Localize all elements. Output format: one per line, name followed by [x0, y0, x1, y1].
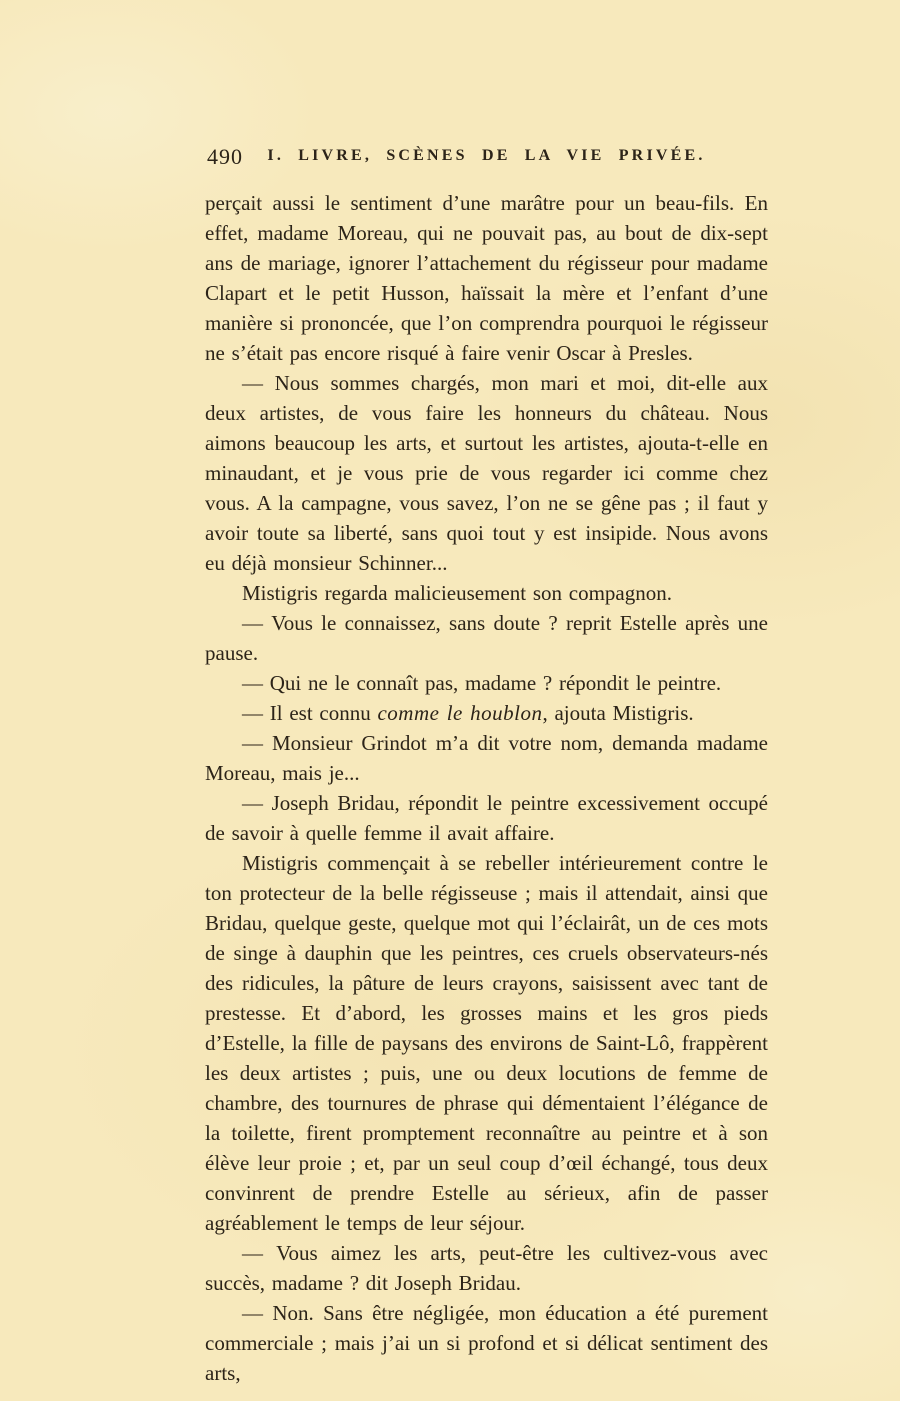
- text-segment: Mistigris regarda malicieusement son compagnon.: [242, 581, 672, 605]
- text-block: [205, 188, 768, 1388]
- paragraph: [205, 1238, 768, 1298]
- text-segment: — Monsieur Grindot m’a dit votre nom, demanda madame Moreau, mais je...: [205, 731, 768, 785]
- text-segment: — Il est connu: [242, 701, 378, 725]
- text-segment: , ajouta Mistigris.: [542, 701, 694, 725]
- text-segment: — Vous le connaissez, sans doute ? reprit Estelle après une pause.: [205, 611, 768, 665]
- text-segment: — Qui ne le connaît pas, madame ? répondit le peintre.: [242, 671, 722, 695]
- paragraph: [205, 698, 768, 728]
- paragraph: [205, 608, 768, 668]
- paragraph: [205, 188, 768, 368]
- paragraph: [205, 788, 768, 848]
- paragraph: [205, 848, 768, 1238]
- paragraph: [205, 368, 768, 578]
- paragraph: [205, 668, 768, 698]
- text-segment: — Joseph Bridau, répondit le peintre excessivement occupé de savoir à quelle femme il avait affaire.: [205, 791, 768, 845]
- page-number: 490: [207, 144, 243, 169]
- italic-text: comme le houblon: [377, 701, 543, 725]
- text-segment: — Nous sommes chargés, mon mari et moi, dit-elle aux deux artistes, de vous faire les honneurs du château. Nous aimons beaucoup les arts, et surtout les artistes, ajouta-t-elle en minaudant, et je vous prie de vous regarder ici comme chez vous. A la campagne, vous savez, l’on ne se gêne pas ; il faut y avoir toute sa liberté, sans quoi tout y est insipide. Nous avons eu déjà monsieur Schinner...: [205, 371, 768, 575]
- paragraph: [205, 1298, 768, 1388]
- text-segment: — Vous aimez les arts, peut-être les cultivez-vous avec succès, madame ? dit Joseph Bridau.: [205, 1241, 768, 1295]
- page: [205, 144, 768, 1388]
- running-head: [205, 144, 768, 174]
- running-header-title: I. LIVRE, SCÈNES DE LA VIE PRIVÉE.: [267, 147, 706, 164]
- paragraph: [205, 578, 768, 608]
- paragraph: [205, 728, 768, 788]
- text-segment: Mistigris commençait à se rebeller intérieurement contre le ton protecteur de la belle régisseuse ; mais il attendait, ainsi que Bridau, quelque geste, quelque mot qui l’éclairât, un de ces mots de singe à dauphin que les peintres, ces cruels observateurs-nés des ridicules, la pâture de leurs crayons, saisissent avec tant de prestesse. Et d’abord, les grosses mains et les gros pieds d’Estelle, la fille de paysans des environs de Saint-Lô, frappèrent les deux artistes ; puis, une ou deux locutions de femme de chambre, des tournures de phrase qui démentaient l’élégance de la toilette, firent promptement reconnaître au peintre et à son élève leur proie ; et, par un seul coup d’œil échangé, tous deux convinrent de prendre Estelle au sérieux, afin de passer agréablement le temps de leur séjour.: [205, 851, 768, 1235]
- text-segment: perçait aussi le sentiment d’une marâtre pour un beau-fils. En effet, madame Moreau, qui ne pouvait pas, au bout de dix-sept ans de mariage, ignorer l’attachement du régisseur pour madame Clapart et le petit Husson, haïssait la mère et l’enfant d’une manière si prononcée, que l’on comprendra pourquoi le régisseur ne s’était pas encore risqué à faire venir Oscar à Presles.: [205, 191, 768, 365]
- text-segment: — Non. Sans être négligée, mon éducation a été purement commerciale ; mais j’ai un si profond et si délicat sentiment des arts,: [205, 1301, 768, 1385]
